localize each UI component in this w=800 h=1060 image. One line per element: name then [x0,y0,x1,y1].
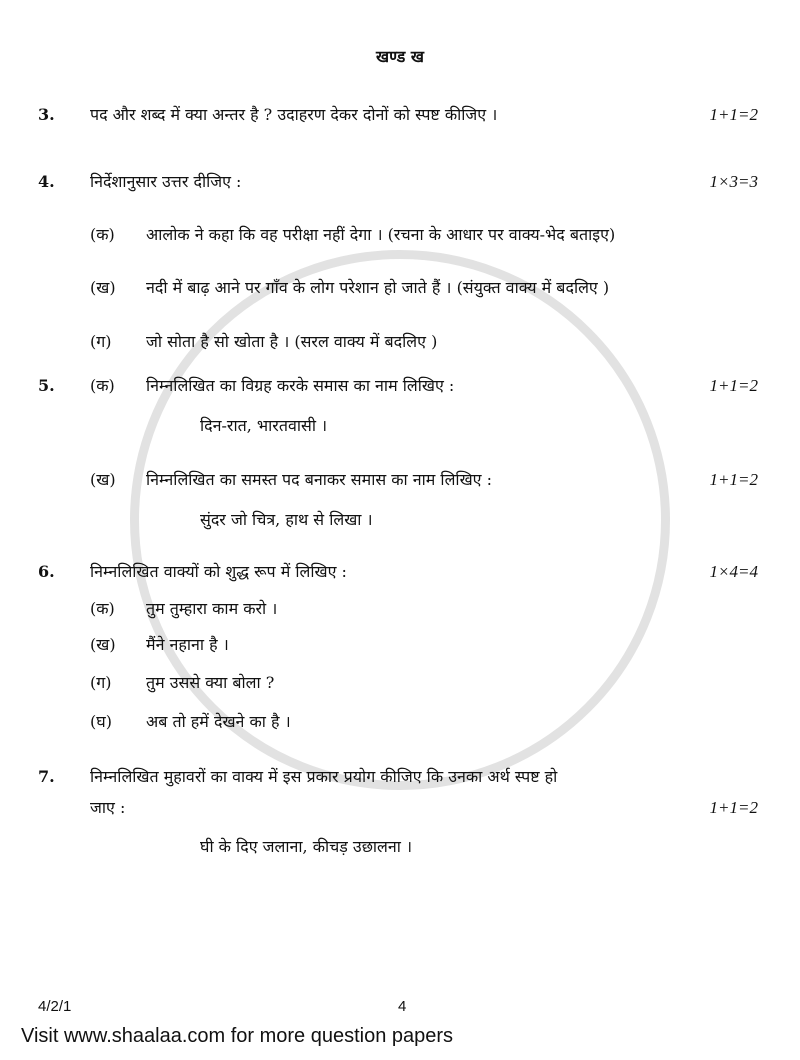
question-text-continued: जाए : [90,798,126,817]
question-marks: 1+1=2 [709,470,758,489]
question-part [0,597,800,621]
part-label: (ग) [90,332,112,351]
question-4 [0,170,800,194]
question-marks: 1+1=2 [709,798,758,817]
part-text: अब तो हमें देखने का है । [146,712,291,731]
question-text: निम्नलिखित वाक्यों को शुद्ध रूप में लिखिए : [90,562,347,581]
part-label: (क) [90,599,115,618]
question-marks: 1+1=2 [709,376,758,395]
question-number: 3. [38,105,55,124]
visit-link[interactable]: Visit www.shaalaa.com for more question papers [21,1025,454,1047]
part-label: (ख) [90,635,116,654]
part-text: जो सोता है सो खोता है । (सरल वाक्य में बदलिए ) [146,332,438,351]
question-7 [0,765,800,789]
question-marks: 1+1=2 [709,105,758,124]
part-text: निम्नलिखित का समस्त पद बनाकर समास का नाम लिखिए : [146,470,492,489]
question-number: 4. [38,172,55,191]
question-part [0,223,800,247]
question-marks: 1×4=4 [709,562,758,581]
part-label: (ख) [90,278,116,297]
question-5 [0,374,800,398]
question-example: घी के दिए जलाना, कीचड़ उछालना । [200,837,413,856]
part-example: दिन-रात, भारतवासी । [200,416,328,435]
question-7-continued [0,796,800,820]
question-number: 6. [38,562,55,581]
question-number: 5. [38,376,55,395]
part-text: मैंने नहाना है । [146,635,229,654]
part-label: (क) [90,225,115,244]
part-text: तुम तुम्हारा काम करो । [146,599,278,618]
question-text: निर्देशानुसार उत्तर दीजिए : [90,172,242,191]
question-text: पद और शब्द में क्या अन्तर है ? उदाहरण देकर दोनों को स्पष्ट कीजिए । [90,105,498,124]
part-text: तुम उससे क्या बोला ? [146,673,275,692]
part-example: सुंदर जो चित्र, हाथ से लिखा । [200,510,373,529]
part-label: (ख) [90,470,116,489]
section-title: खण्ड ख [376,47,424,66]
part-label: (ग) [90,673,112,692]
page-number: 4 [398,998,407,1015]
part-text: आलोक ने कहा कि वह परीक्षा नहीं देगा । (रचना के आधार पर वाक्य-भेद बताइए) [146,225,616,244]
part-label: (क) [90,376,115,395]
question-part [0,710,800,734]
question-6 [0,560,800,584]
question-part [0,633,800,657]
question-number: 7. [38,767,55,786]
part-label: (घ) [90,712,112,731]
paper-code: 4/2/1 [38,998,72,1015]
question-3 [0,103,800,127]
question-part [0,468,800,492]
question-part [0,330,800,354]
question-part [0,276,800,300]
part-text: नदी में बाढ़ आने पर गाँव के लोग परेशान हो जाते हैं । (संयुक्त वाक्य में बदलिए ) [146,278,610,297]
part-text: निम्नलिखित का विग्रह करके समास का नाम लिखिए : [146,376,455,395]
question-text: निम्नलिखित मुहावरों का वाक्य में इस प्रकार प्रयोग कीजिए कि उनका अर्थ स्पष्ट हो [90,767,558,786]
question-part [0,671,800,695]
question-marks: 1×3=3 [709,172,758,191]
